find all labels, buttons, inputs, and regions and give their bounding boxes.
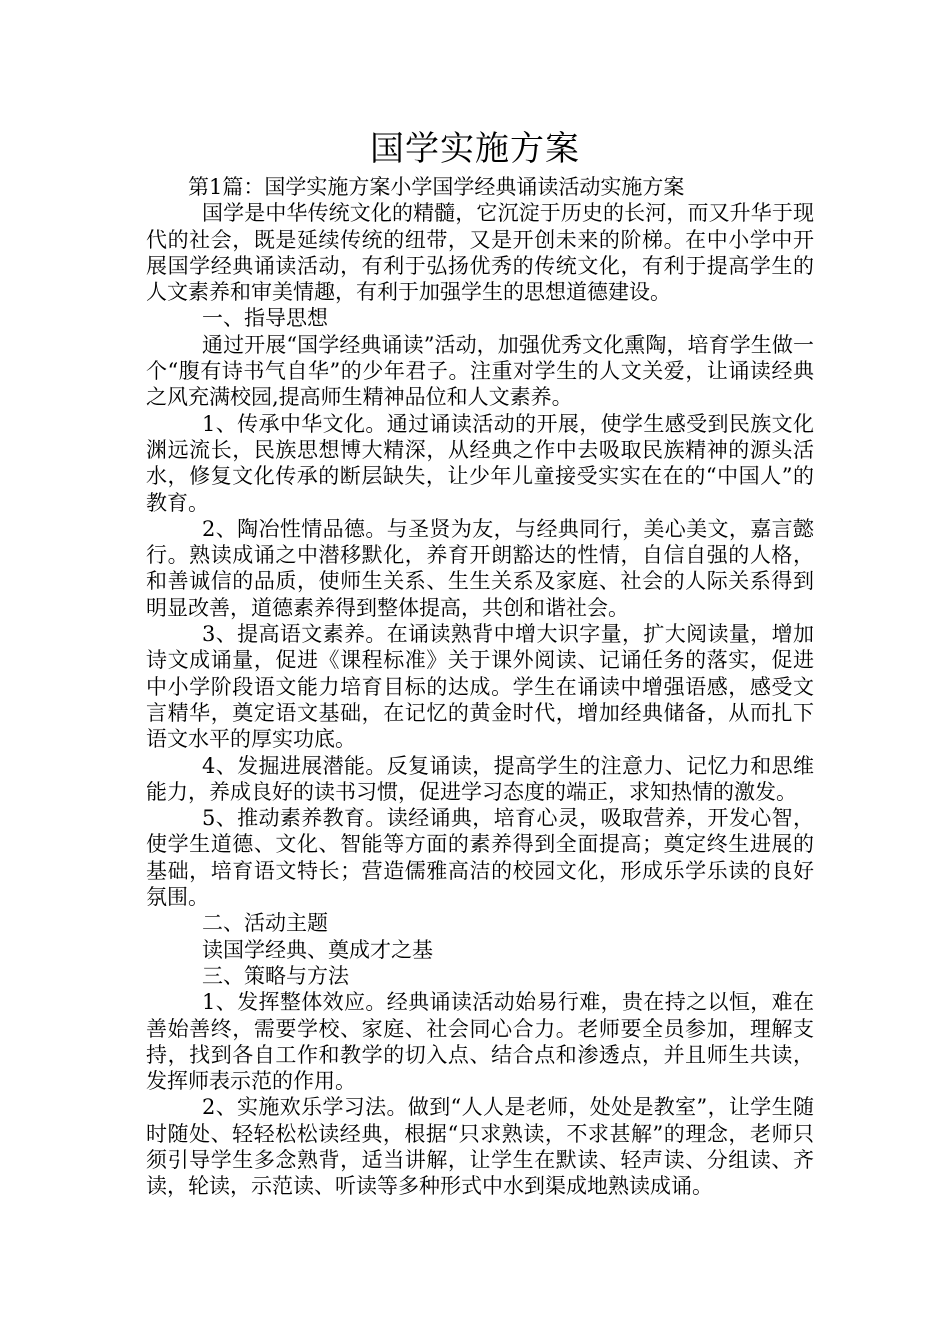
body-paragraph: 1、发挥整体效应。经典诵读活动始易行难，贵在持之以恒，难在善始善终，需要学校、家庭、社会同心合力。老师要全员参加，理解支持，找到各自工作和教学的切入点、结合点和渗透点，并且师生共读，发挥师表示范的作用。 (146, 990, 814, 1094)
document-title: 国学实施方案 (370, 129, 580, 169)
body-paragraph: 2、实施欢乐学习法。做到“人人是老师，处处是教室”，让学生随时随处、轻轻松松读经典，根据“只求熟读，不求甚解”的理念，老师只须引导学生多念熟背，适当讲解，让学生在默读、轻声读、分组读、齐读，轮读，示范读、听读等多种形式中水到渠成地熟读成诵。 (146, 1095, 814, 1199)
body-paragraph: 3、提高语文素养。在诵读熟背中增大识字量，扩大阅读量，增加诗文成诵量，促进《课程标准》关于课外阅读、记诵任务的落实，促进中小学阶段语文能力培育目标的达成。学生在诵读中增强语感，感受文言精华，奠定语文基础，在记忆的黄金时代，增加经典储备，从而扎下语文水平的厚实功底。 (146, 622, 814, 752)
document-body (146, 174, 814, 1200)
intro-paragraph: 国学是中华传统文化的精髓，它沉淀于历史的长河，而又升华于现代的社会，既是延续传统的纽带，又是开创未来的阶梯。在中小学中开展国学经典诵读活动，有利于弘扬优秀的传统文化，有利于提高学生的人文素养和审美情趣，有利于加强学生的思想道德建设。 (146, 201, 814, 305)
document-subtitle: 第1篇：国学实施方案小学国学经典诵读活动实施方案 (188, 175, 685, 199)
body-paragraph: 2、陶冶性情品德。与圣贤为友，与经典同行，美心美文，嘉言懿行。熟读成诵之中潜移默化，养育开朗豁达的性情，自信自强的人格，和善诚信的品质，使师生关系、生生关系及家庭、社会的人际关系得到明显改善，道德素养得到整体提高，共创和谐社会。 (146, 516, 814, 620)
section-heading-activity-theme: 二、活动主题 (202, 911, 328, 936)
activity-theme-text: 读国学经典、奠成才之基 (202, 937, 433, 962)
section-heading-strategy: 三、策略与方法 (202, 963, 349, 988)
section-heading-guiding-ideology: 一、指导思想 (202, 306, 328, 331)
body-paragraph: 通过开展“国学经典诵读”活动，加强优秀文化熏陶，培育学生做一个“腹有诗书气自华”的少年君子。注重对学生的人文关爱，让诵读经典之风充满校园,提高师生精神品位和人文素养。 (146, 332, 814, 410)
body-paragraph: 5、推动素养教育。读经诵典，培育心灵，吸取营养，开发心智，使学生道德、文化、智能等方面的素养得到全面提高；奠定终生进展的基础，培育语文特长；营造儒雅高洁的校园文化，形成乐学乐读的良好氛围。 (146, 806, 814, 910)
body-paragraph: 1、传承中华文化。通过诵读活动的开展，使学生感受到民族文化渊远流长，民族思想博大精深，从经典之作中去吸取民族精神的源头活水，修复文化传承的断层缺失，让少年儿童接受实实在在的“中国人”的教育。 (146, 411, 814, 515)
body-paragraph: 4、发掘进展潜能。反复诵读，提高学生的注意力、记忆力和思维能力，养成良好的读书习惯，促进学习态度的端正，求知热情的激发。 (146, 753, 814, 804)
